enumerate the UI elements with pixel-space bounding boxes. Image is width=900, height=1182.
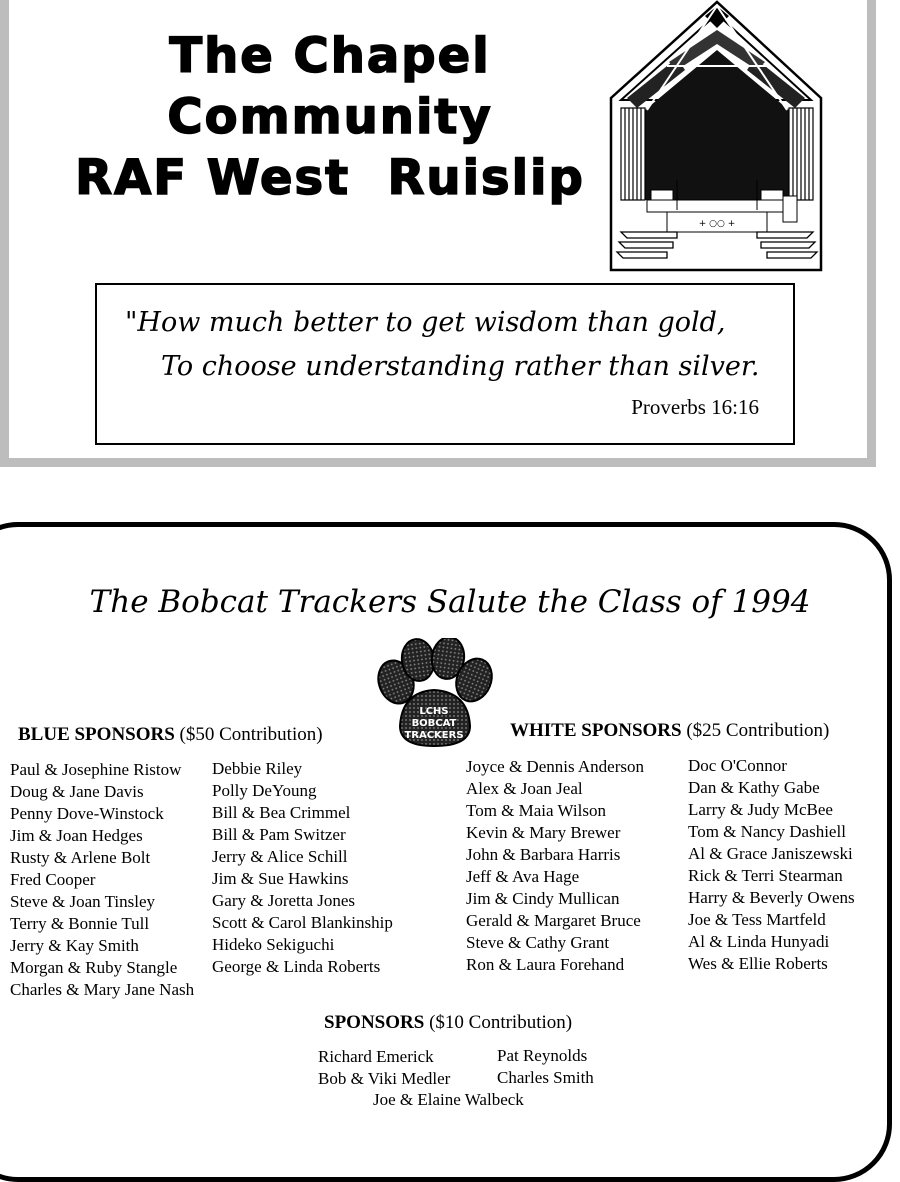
sponsors-column-2: [497, 1045, 594, 1089]
chapel-title-line: RAF West Ruislip: [75, 150, 585, 206]
list-item: Wes & Ellie Roberts: [688, 954, 828, 973]
white-sponsors-column-2: [688, 755, 855, 975]
list-item: Ron & Laura Forehand: [466, 955, 625, 974]
list-item: Tom & Maia Wilson: [466, 801, 606, 820]
list-item: Bill & Bea Crimmel: [212, 803, 351, 822]
chapel-title-line: The Chapel: [169, 28, 491, 84]
salute-title: The Bobcat Trackers Salute the Class of 1994: [89, 584, 811, 620]
list-item: Joyce & Dennis Anderson: [466, 757, 645, 776]
list-item: George & Linda Roberts: [212, 957, 381, 976]
list-item: Al & Linda Hunyadi: [688, 932, 830, 951]
list-item: Polly DeYoung: [212, 781, 317, 800]
blue-sponsors-title: BLUE SPONSORS: [18, 724, 175, 745]
list-item: Pat Reynolds: [497, 1046, 588, 1065]
list-item: Hideko Sekiguchi: [212, 935, 335, 954]
sponsors-note: ($10 Contribution): [429, 1012, 573, 1033]
list-item: John & Barbara Harris: [466, 845, 621, 864]
list-item: Charles & Mary Jane Nash: [10, 980, 195, 999]
list-item: Tom & Nancy Dashiell: [688, 822, 846, 841]
list-item: Jerry & Alice Schill: [212, 847, 348, 866]
list-item: Joe & Elaine Walbeck: [373, 1090, 524, 1109]
chapel-interior-illustration: [607, 0, 825, 272]
list-item: Kevin & Mary Brewer: [466, 823, 621, 842]
list-item: Scott & Carol Blankinship: [212, 913, 393, 932]
list-item: Paul & Josephine Ristow: [10, 760, 182, 779]
list-item: Terry & Bonnie Tull: [10, 914, 150, 933]
list-item: Jerry & Kay Smith: [10, 936, 139, 955]
list-item: Penny Dove-Winstock: [10, 804, 164, 823]
list-item: Doc O'Connor: [688, 756, 787, 775]
list-item: Debbie Riley: [212, 759, 303, 778]
logo-text-line: LCHS: [419, 706, 449, 717]
quote-reference: Proverbs 16:16: [631, 395, 759, 419]
white-sponsors-title: WHITE SPONSORS: [510, 720, 682, 741]
list-item: Al & Grace Janiszewski: [688, 844, 853, 863]
chapel-panel: [0, 0, 876, 467]
list-item: Jim & Sue Hawkins: [212, 869, 349, 888]
list-item: Joe & Tess Martfeld: [688, 910, 826, 929]
list-item: Harry & Beverly Owens: [688, 888, 855, 907]
list-item: Rick & Terri Stearman: [688, 866, 843, 885]
sponsors-title: SPONSORS: [324, 1012, 425, 1033]
list-item: Fred Cooper: [10, 870, 96, 889]
bobcat-paw-logo: [372, 638, 496, 750]
chapel-title: [65, 26, 595, 209]
list-item: Richard Emerick: [318, 1047, 434, 1066]
list-item: Steve & Joan Tinsley: [10, 892, 155, 911]
blue-sponsors-heading: [18, 724, 323, 746]
blue-sponsors-note: ($50 Contribution): [179, 724, 323, 745]
blue-sponsors-column-1: [10, 759, 194, 1001]
white-sponsors-heading: [510, 720, 829, 742]
list-item: Dan & Kathy Gabe: [688, 778, 820, 797]
sponsors-heading: [324, 1012, 572, 1034]
list-item: Morgan & Ruby Stangle: [10, 958, 178, 977]
list-item: Larry & Judy McBee: [688, 800, 833, 819]
list-item: Gary & Joretta Jones: [212, 891, 356, 910]
list-item: Gerald & Margaret Bruce: [466, 911, 641, 930]
list-item: Doug & Jane Davis: [10, 782, 144, 801]
list-item: Bill & Pam Switzer: [212, 825, 346, 844]
blue-sponsors-column-2: [212, 758, 393, 978]
list-item: Alex & Joan Jeal: [466, 779, 583, 798]
list-item: Jeff & Ava Hage: [466, 867, 580, 886]
chapel-title-line: Community: [167, 89, 493, 145]
sponsors-column-1: [318, 1046, 450, 1090]
list-item: Jim & Cindy Mullican: [466, 889, 620, 908]
logo-text-line: TRACKERS: [404, 730, 464, 741]
list-item: Charles Smith: [497, 1068, 594, 1087]
logo-text-line: BOBCAT: [411, 718, 457, 729]
quote-line-1: "How much better to get wisdom than gold,: [125, 307, 726, 338]
list-item: Steve & Cathy Grant: [466, 933, 610, 952]
list-item: Bob & Viki Medler: [318, 1069, 451, 1088]
white-sponsors-note: ($25 Contribution): [686, 720, 830, 741]
white-sponsors-column-1: [466, 756, 644, 976]
list-item: Jim & Joan Hedges: [10, 826, 143, 845]
list-item: Rusty & Arlene Bolt: [10, 848, 151, 867]
quote-line-2: To choose understanding rather than silver.: [161, 351, 760, 382]
bible-quote-box: [95, 283, 795, 445]
svg-text:+ ○○ +: + ○○ +: [698, 219, 736, 229]
